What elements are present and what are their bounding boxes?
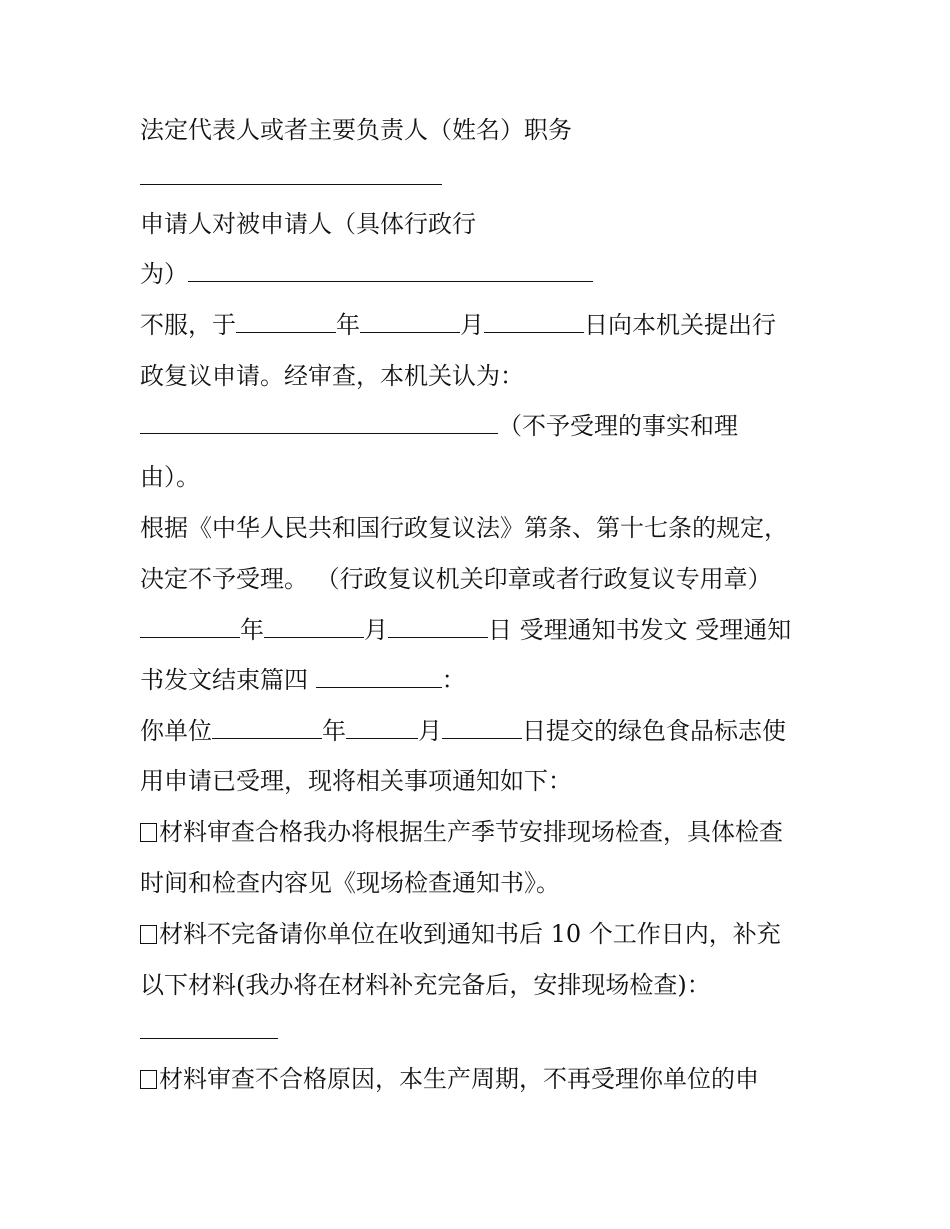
checkbox-unqualified[interactable] <box>140 1070 157 1089</box>
line-section-four: 书发文结束篇四 ： <box>140 666 466 694</box>
line-blank-position <box>140 162 442 192</box>
line-review: 政复议申请。经审查，本机关认为： <box>140 362 524 390</box>
line-date-notice: 年 月 日 受理通知书发文 受理通知 <box>140 615 791 645</box>
fill-blank <box>140 615 240 638</box>
checkbox-incomplete[interactable] <box>140 925 157 944</box>
fill-blank <box>236 310 336 333</box>
line-reason-end: 由）。 <box>140 463 200 491</box>
fill-blank <box>442 716 522 739</box>
fill-blank <box>212 716 322 739</box>
line-legal-representative: 法定代表人或者主要负责人（姓名）职务 <box>140 116 572 144</box>
line-administrative-act: 为） <box>140 259 593 289</box>
fill-blank <box>140 162 442 185</box>
fill-blank <box>140 1016 278 1039</box>
line-legal-basis: 根据《中华人民共和国行政复议法》第条、第十七条的规定， <box>140 514 788 542</box>
fill-blank <box>188 259 593 282</box>
checkbox-qualified[interactable] <box>140 823 157 842</box>
fill-blank <box>346 716 418 739</box>
line-supplement: 以下材料(我办将在材料补充完备后，安排现场检查)： <box>140 971 711 999</box>
line-accepted: 用申请已受理，现将相关事项通知如下： <box>140 767 572 795</box>
line-submission-date: 你单位 年 月 日提交的绿色食品标志使 <box>140 717 786 745</box>
fill-blank <box>360 310 460 333</box>
line-applicant: 申请人对被申请人（具体行政行 <box>140 210 476 238</box>
fill-blank <box>316 665 442 688</box>
option-unqualified: 材料审查不合格原因，本生产周期，不再受理你单位的申 <box>140 1064 759 1094</box>
option-incomplete: 材料不完备请你单位在收到通知书后 10 个工作日内，补充 <box>140 919 781 949</box>
line-blank-materials <box>140 1016 278 1046</box>
option-qualified: 材料审查合格我办将根据生产季节安排现场检查，具体检查 <box>140 817 783 847</box>
fill-blank <box>388 615 488 638</box>
fill-blank <box>264 615 364 638</box>
line-reason: （不予受理的事实和理 <box>140 411 738 441</box>
fill-blank <box>140 411 498 434</box>
fill-blank <box>484 310 584 333</box>
line-decision: 决定不予受理。 （行政复议机关印章或者行政复议专用章） <box>140 565 772 593</box>
line-inspection: 时间和检查内容见《现场检查通知书》。 <box>140 869 560 897</box>
line-date-request: 不服，于 年 月 日向本机关提出行 <box>140 311 776 339</box>
